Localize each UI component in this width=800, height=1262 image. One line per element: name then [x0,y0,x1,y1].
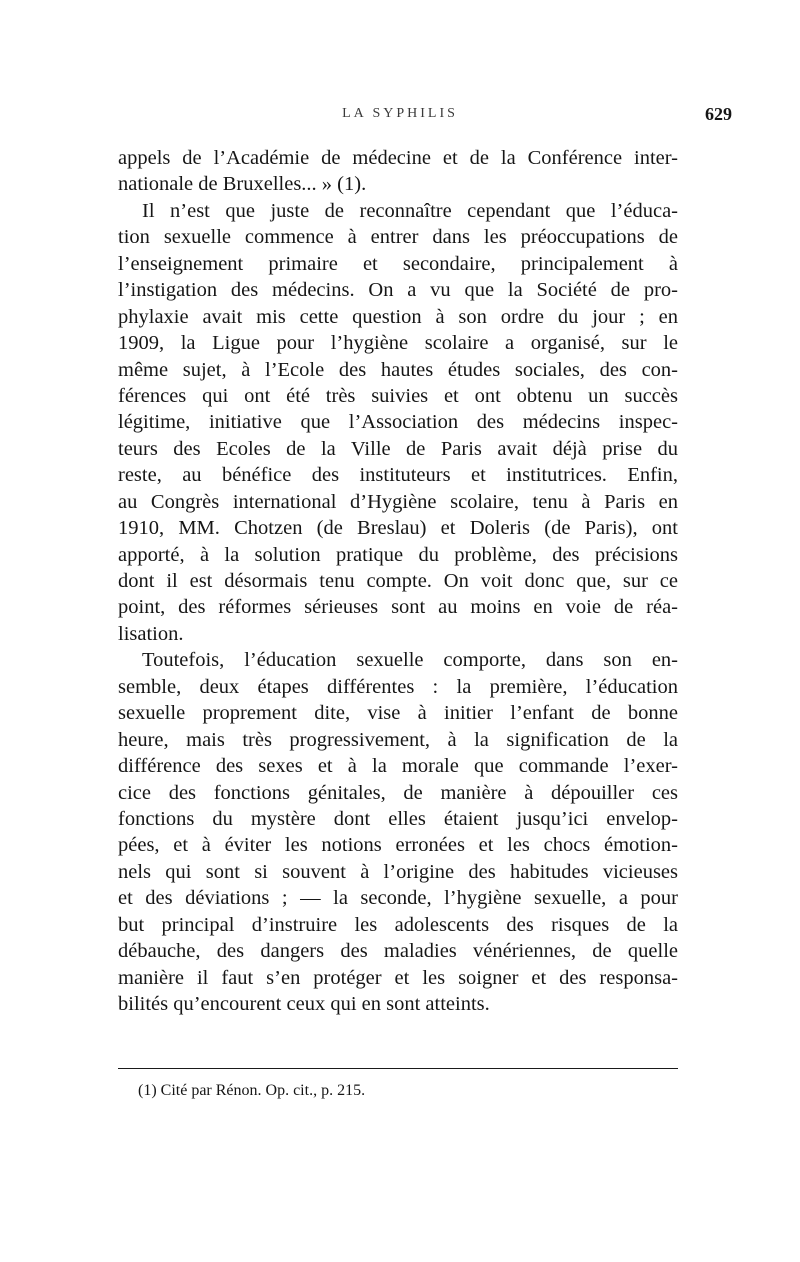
footnote-rule [118,1068,678,1069]
text-line: but principal d’instruire les adolescents des risques de la [118,913,678,936]
text-line: différence des sexes et à la morale que commande l’exer- [118,755,678,778]
text-line: l’instigation des médecins. On a vu que la Société de pro- [118,279,678,302]
text-line: même sujet, à l’Ecole des hautes études sociales, des con- [118,358,678,381]
text-line: pées, et à éviter les notions erronées et les chocs émotion- [118,834,678,857]
text-line: dont il est désormais tenu compte. On voit donc que, sur ce [118,570,678,592]
text-line: 1909, la Ligue pour l’hygiène scolaire a organisé, sur le [118,332,678,355]
text-line: appels de l’Académie de médecine et de la Conférence inter- [118,147,678,169]
text-line: nationale de Bruxelles... » (1). [118,173,367,196]
text-line: férences qui ont été très suivies et ont obtenu un succès [118,384,678,407]
footnote: (1) Cité par Rénon. Op. cit., p. 215. [138,1082,366,1099]
text-line: légitime, initiative que l’Association des médecins inspec- [118,411,678,434]
running-title: LA SYPHILIS [342,106,458,121]
text-line: semble, deux étapes différentes : la première, l’éducation [118,675,678,698]
text-line: tion sexuelle commence à entrer dans les préoccupations de [118,226,678,249]
text-line: reste, au bénéfice des instituteurs et institutrices. Enfin, [118,464,678,487]
text-line: et des déviations ; — la seconde, l’hygiène sexuelle, a pour [118,887,678,910]
page-header [0,104,800,130]
text-line: point, des réformes sérieuses sont au moins en voie de réa- [118,596,678,619]
text-line: lisation. [118,622,184,645]
text-line: Il n’est que juste de reconnaître cependant que l’éduca- [142,199,678,222]
text-line: cice des fonctions génitales, de manière à dépouiller ces [118,781,678,804]
text-line: apporté, à la solution pratique du problème, des précisions [118,543,678,566]
page-number: 629 [705,104,732,124]
text-line: l’enseignement primaire et secondaire, principalement à [118,252,678,275]
text-line: débauche, des dangers des maladies vénériennes, de quelle [118,940,678,963]
text-line: au Congrès international d’Hygiène scolaire, tenu à Paris en [118,490,678,513]
text-line: bilités qu’encourent ceux qui en sont atteints. [118,993,490,1015]
text-line: phylaxie avait mis cette question à son ordre du jour ; en [118,305,678,328]
text-line: 1910, MM. Chotzen (de Breslau) et Doleris (de Paris), ont [118,517,678,540]
text-line: nels qui sont si souvent à l’origine des habitudes vicieuses [118,860,678,883]
body-text [118,145,678,1017]
text-line: sexuelle proprement dite, vise à initier l’enfant de bonne [118,702,678,725]
text-line: Toutefois, l’éducation sexuelle comporte, dans son en- [142,649,678,672]
text-line: fonctions du mystère dont elles étaient jusqu’ici envelop- [118,807,678,830]
text-line: heure, mais très progressivement, à la signification de la [118,728,678,751]
text-line: teurs des Ecoles de la Ville de Paris avait déjà prise du [118,437,678,460]
text-line: manière il faut s’en protéger et les soigner et des responsa- [118,966,678,989]
